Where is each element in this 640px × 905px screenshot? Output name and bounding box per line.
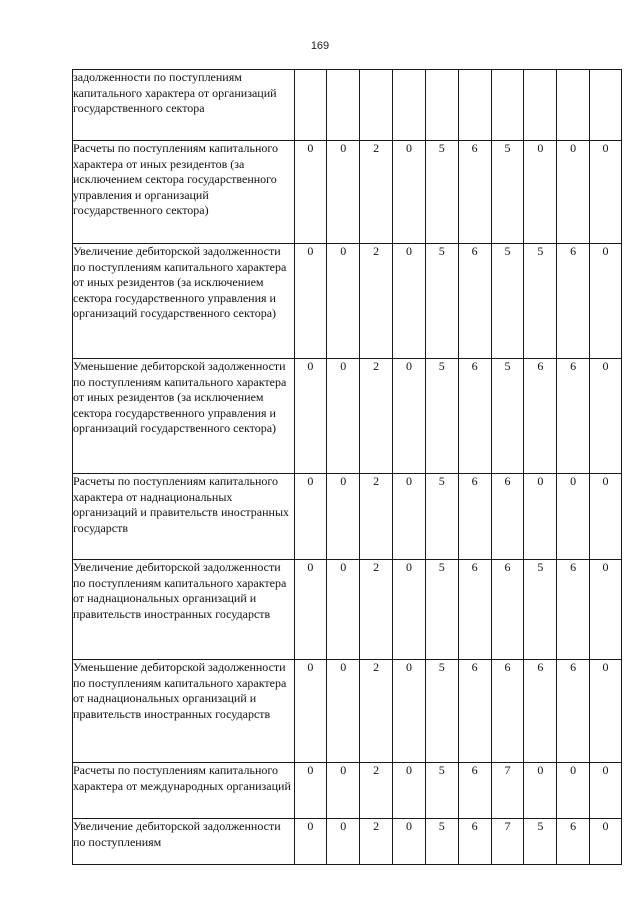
- code-digit-cell: [557, 70, 590, 141]
- row-description: Уменьшение дебиторской задолженности по поступлениям капитального характера от наднациональных организаций и правительств иностранных государств: [73, 660, 295, 763]
- code-digit-cell: 6: [458, 141, 491, 244]
- code-digit-cell: 0: [590, 819, 622, 865]
- code-digit-cell: 5: [425, 660, 458, 763]
- code-digit-cell: 0: [524, 474, 557, 560]
- code-digit-cell: 5: [425, 141, 458, 244]
- code-digit-cell: 2: [360, 560, 393, 660]
- code-digit-cell: 5: [524, 819, 557, 865]
- table-row: [73, 359, 622, 474]
- code-digit-cell: 6: [458, 763, 491, 819]
- code-digit-cell: 0: [393, 244, 426, 359]
- code-digit-cell: [327, 70, 360, 141]
- code-digit-cell: 6: [491, 660, 524, 763]
- code-digit-cell: 0: [294, 660, 327, 763]
- code-digit-cell: 0: [327, 660, 360, 763]
- code-digit-cell: 0: [590, 474, 622, 560]
- code-digit-cell: 6: [524, 660, 557, 763]
- table-body: [73, 70, 622, 865]
- code-digit-cell: 0: [294, 359, 327, 474]
- code-digit-cell: 6: [524, 359, 557, 474]
- code-digit-cell: 0: [327, 474, 360, 560]
- code-digit-cell: 0: [590, 244, 622, 359]
- code-digit-cell: 7: [491, 763, 524, 819]
- row-description: Расчеты по поступлениям капитального характера от международных организаций: [73, 763, 295, 819]
- code-digit-cell: 2: [360, 763, 393, 819]
- row-description: Расчеты по поступлениям капитального характера от наднациональных организаций и правительств иностранных государств: [73, 474, 295, 560]
- code-digit-cell: 0: [557, 141, 590, 244]
- code-digit-cell: [425, 70, 458, 141]
- code-digit-cell: 2: [360, 660, 393, 763]
- code-digit-cell: 0: [294, 819, 327, 865]
- code-digit-cell: 6: [491, 474, 524, 560]
- table-row: [73, 474, 622, 560]
- code-digit-cell: 0: [393, 660, 426, 763]
- table-row: [73, 763, 622, 819]
- row-description: Увеличение дебиторской задолженности по поступлениям: [73, 819, 295, 865]
- code-digit-cell: 6: [557, 244, 590, 359]
- code-digit-cell: 0: [327, 560, 360, 660]
- row-description: Расчеты по поступлениям капитального характера от иных резидентов (за исключением сектора государственного управления и организаций государственного сектора): [73, 141, 295, 244]
- row-description: Уменьшение дебиторской задолженности по поступлениям капитального характера от иных резидентов (за исключением сектора государственного управления и организаций государственного сектора): [73, 359, 295, 474]
- code-digit-cell: 0: [294, 474, 327, 560]
- code-digit-cell: 0: [524, 763, 557, 819]
- code-digit-cell: 0: [327, 141, 360, 244]
- row-description: Увеличение дебиторской задолженности по поступлениям капитального характера от наднациональных организаций и правительств иностранных государств: [73, 560, 295, 660]
- code-digit-cell: 6: [458, 660, 491, 763]
- code-digit-cell: 0: [393, 474, 426, 560]
- code-digit-cell: 5: [425, 474, 458, 560]
- code-digit-cell: 5: [524, 560, 557, 660]
- code-digit-cell: 2: [360, 474, 393, 560]
- code-digit-cell: 0: [393, 819, 426, 865]
- table-row: [73, 141, 622, 244]
- code-digit-cell: 6: [458, 819, 491, 865]
- code-digit-cell: 0: [590, 560, 622, 660]
- code-digit-cell: [294, 70, 327, 141]
- code-digit-cell: 0: [590, 359, 622, 474]
- code-digit-cell: 6: [557, 359, 590, 474]
- code-digit-cell: 6: [491, 560, 524, 660]
- code-digit-cell: 7: [491, 819, 524, 865]
- code-digit-cell: 0: [590, 660, 622, 763]
- code-digit-cell: 0: [524, 141, 557, 244]
- table-row: [73, 660, 622, 763]
- code-digit-cell: 0: [327, 244, 360, 359]
- code-digit-cell: [458, 70, 491, 141]
- code-digit-cell: 5: [425, 244, 458, 359]
- code-digit-cell: 2: [360, 244, 393, 359]
- code-digit-cell: 5: [491, 244, 524, 359]
- code-digit-cell: 0: [294, 763, 327, 819]
- code-digit-cell: [393, 70, 426, 141]
- table-row: [73, 560, 622, 660]
- code-digit-cell: 0: [327, 763, 360, 819]
- code-digit-cell: 5: [425, 763, 458, 819]
- code-digit-cell: [590, 70, 622, 141]
- code-digit-cell: 0: [294, 560, 327, 660]
- code-digit-cell: 0: [327, 359, 360, 474]
- code-digit-cell: 5: [425, 560, 458, 660]
- budget-code-table: [72, 69, 622, 865]
- code-digit-cell: 5: [491, 359, 524, 474]
- code-digit-cell: 2: [360, 819, 393, 865]
- code-digit-cell: [360, 70, 393, 141]
- code-digit-cell: 6: [458, 474, 491, 560]
- table-row: [73, 70, 622, 141]
- table-row: [73, 819, 622, 865]
- code-digit-cell: 0: [557, 763, 590, 819]
- code-digit-cell: 6: [458, 560, 491, 660]
- code-digit-cell: 5: [425, 359, 458, 474]
- code-digit-cell: 2: [360, 141, 393, 244]
- code-digit-cell: [524, 70, 557, 141]
- code-digit-cell: 5: [491, 141, 524, 244]
- code-digit-cell: 0: [590, 141, 622, 244]
- code-digit-cell: 0: [393, 763, 426, 819]
- code-digit-cell: 0: [393, 141, 426, 244]
- code-digit-cell: 5: [425, 819, 458, 865]
- code-digit-cell: [491, 70, 524, 141]
- code-digit-cell: 6: [557, 819, 590, 865]
- code-digit-cell: 0: [393, 560, 426, 660]
- table-row: [73, 244, 622, 359]
- page-number: 169: [310, 40, 330, 52]
- code-digit-cell: 0: [590, 763, 622, 819]
- row-description: задолженности по поступлениям капитального характера от организаций государственного сектора: [73, 70, 295, 141]
- code-digit-cell: 0: [327, 819, 360, 865]
- code-digit-cell: 0: [294, 244, 327, 359]
- code-digit-cell: 2: [360, 359, 393, 474]
- code-digit-cell: 6: [458, 244, 491, 359]
- code-digit-cell: 5: [524, 244, 557, 359]
- code-digit-cell: 0: [294, 141, 327, 244]
- code-digit-cell: 6: [557, 660, 590, 763]
- code-digit-cell: 0: [557, 474, 590, 560]
- code-digit-cell: 6: [458, 359, 491, 474]
- code-digit-cell: 0: [393, 359, 426, 474]
- code-digit-cell: 6: [557, 560, 590, 660]
- row-description: Увеличение дебиторской задолженности по поступлениям капитального характера от иных резидентов (за исключением сектора государственного управления и организаций государственного сектора): [73, 244, 295, 359]
